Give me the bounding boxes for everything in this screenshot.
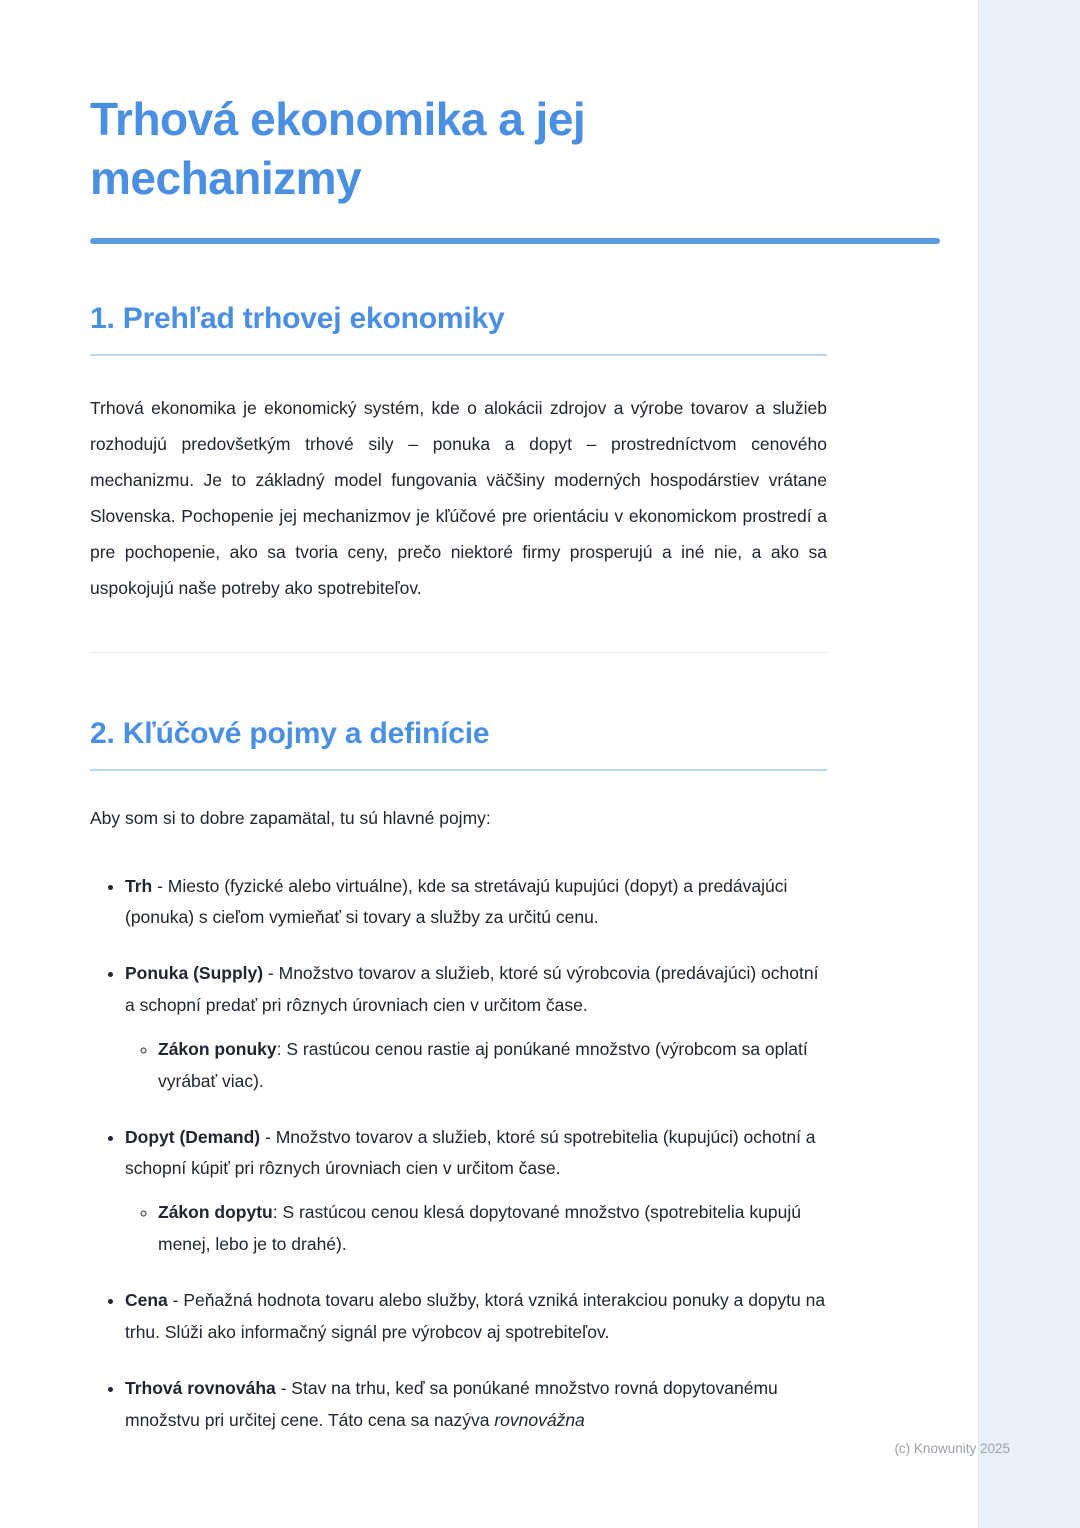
page-title: Trhová ekonomika a jej mechanizmy [90,93,586,204]
list-item-trhova-rovnovaha [125,1373,827,1437]
section2-heading: 2. Kľúčové pojmy a definície [90,717,490,751]
sub-term-definition: : S rastúcou cenou klesá dopytované množstvo (spotrebitelia kupujú menej, lebo je to drahé). [158,1202,801,1255]
term-definition: - Stav na trhu, keď sa ponúkané množstvo rovná dopytovanému množstvu pri určitej cene. Táto cena sa nazýva [125,1377,778,1430]
section1-paragraph: Trhová ekonomika je ekonomický systém, kde o alokácii zdrojov a výrobe tovarov a služieb rozhodujú predovšetkým trhové sily – ponuka a dopyt – prostredníctvom cenového mechanizmu. Je to základný model fungovania väčšiny moderných hospodárstiev vrátane Slovenska. Pochopenie jej mechanizmov je kľúčové pre orientáciu v ekonomickom prostredí a pre pochopenie, ako sa tvoria ceny, prečo niektoré firmy prosperujú a iné nie, a ako sa uspokojujú naše potreby ako spotrebiteľov. [90,397,827,598]
sub-term-name: Zákon ponuky [158,1038,277,1059]
section2-intro: Aby som si to dobre zapamätal, tu sú hlavné pojmy: [90,808,491,829]
list-item-ponuka [125,958,827,1097]
terms-list [90,871,827,1437]
term-definition: - Množstvo tovarov a služieb, ktoré sú spotrebitelia (kupujúci) ochotní a schopní kúpiť pri rôznych úrovniach cien v určitom čase. [125,1126,816,1179]
term-name: Dopyt (Demand) [125,1126,261,1147]
term-definition: - Množstvo tovarov a služieb, ktoré sú výrobcovia (predávajúci) ochotní a schopní predať pri rôznych úrovniach cien v určitom čase. [125,963,819,1016]
list-item-dopyt [125,1122,827,1261]
section1-heading-rule [90,354,827,356]
sub-terms-list [125,1034,827,1098]
term-name: Ponuka (Supply) [125,963,264,984]
term-name: Cena [125,1289,168,1310]
sub-term-name: Zákon dopytu [158,1202,273,1223]
term-italic-tail: rovnovážna [494,1409,585,1430]
section1-heading: 1. Prehľad trhovej ekonomiky [90,301,505,335]
section2-heading-rule [90,769,827,771]
document-content [90,0,827,1460]
sub-terms-list [125,1197,827,1261]
list-item-cena [125,1285,827,1349]
sub-list-item-zakon-ponuky [158,1034,827,1098]
term-name: Trh [125,875,153,896]
section-divider [90,652,827,653]
title-divider [90,238,940,244]
list-item-trh [125,871,827,935]
sub-term-definition: : S rastúcou cenou rastie aj ponúkané množstvo (výrobcom sa oplatí vyrábať viac). [158,1038,808,1091]
term-name: Trhová rovnováha [125,1377,276,1398]
term-definition: - Miesto (fyzické alebo virtuálne), kde sa stretávajú kupujúci (dopyt) a predávajúci (ponuka) s cieľom vymieňať si tovary a služby za určitú cenu. [125,875,788,928]
copyright-footer: (c) Knowunity 2025 [894,1441,1010,1456]
term-definition: - Peňažná hodnota tovaru alebo služby, ktorá vzniká interakciou ponuky a dopytu na trhu. Slúži ako informačný signál pre výrobcov aj spotrebiteľov. [125,1289,826,1342]
right-margin-band [978,0,1080,1528]
sub-list-item-zakon-dopytu [158,1197,827,1261]
